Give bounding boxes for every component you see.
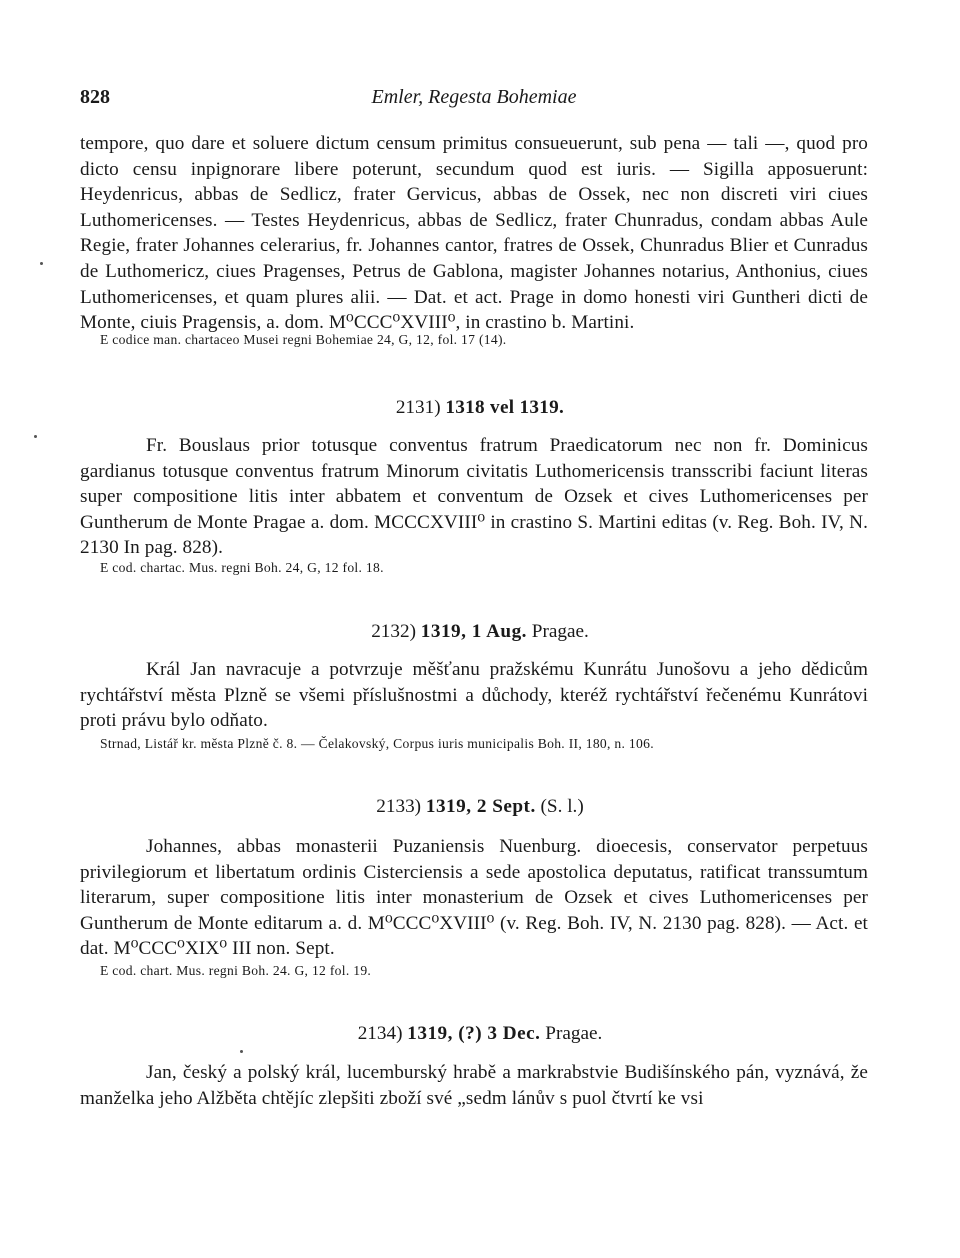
entry-heading <box>0 1022 960 1046</box>
entry-place: Pragae. <box>531 621 589 642</box>
entry-date: 1319, 2 Sept. <box>425 796 536 817</box>
entry-number: 2133) <box>376 796 422 817</box>
entry-text: Král Jan navracuje a potvrzuje měšťanu pražskému Kunrátu Junošovu a jeho dědicům rychtářství města Plzně se všemi příslušnostmi a důchody, kteréž rychtářství řečenému Kunrátovi proti právu bylo odňato. <box>80 659 868 732</box>
continuation-text: tempore, quo dare et soluere dictum censum primitus consueuerunt, sub pena — tali —, quod pro dicto censu inpignorare libere poterunt, secundum quod est iuris. — Sigilla apposuerunt: Heydenricus, abbas de Sedlicz, frater Gervicus, abbas de Ossek, nec non discreti viri ciues Luthomericenses. — Testes Heydenricus, abbas de Sedlicz, frater Chunradus, condam abbas Aule Regie, frater Johannes celerarius, fr. Johannes cantor, fratres de Ossek, Chunradus Blier et Cunradus de Luthomericz, ciues Pragenses, Petrus de Gablona, magister Johannes notarius, Anthonius, ciues Luthomericenses, et quam plures alii. — Dat. et act. Prage in domo honesti viri Guntheri dicti de Monte, ciuis Pragensis, a. dom. M⁰CCC⁰XVIII⁰, in crastino b. Martini. <box>80 133 868 334</box>
entry-text: Johannes, abbas monasterii Puzaniensis Nuenburg. dioecesis, conservator perpetuus privilegiorum et libertatum ordinis Cisterciensis a sede apostolica deputatus, ratificat transsumtum literarum, super compositione litis inter monasterium de Ozsek et cives Luthomericenses per Guntherum de Monte editarum a. d. M⁰CCC⁰XVIII⁰ (v. Reg. Boh. IV, N. 2130 pag. 828). — Act. et dat. M⁰CCC⁰XIX⁰ III non. Sept. <box>80 836 868 960</box>
entry-source: Strnad, Listář kr. města Plzně č. 8. — Čelakovský, Corpus iuris municipalis Boh. II, 180, n. 106. <box>100 736 654 751</box>
entry-date: 1319, 1 Aug. <box>420 621 527 642</box>
running-title: Emler, Regesta Bohemiae <box>371 86 577 108</box>
margin-speck <box>40 262 43 265</box>
entry-text: Fr. Bouslaus prior totusque conventus fratrum Praedicatorum nec non fr. Dominicus gardianus totusque conventus fratrum Minorum civitatis Luthomericensis transscribi faciunt literas super compositione litis inter abbatem et conventum de Ozsek et cives Luthomericenses per Guntherum de Monte Pragae a. dom. MCCCXVIII⁰ in crastino S. Martini editas (v. Reg. Boh. IV, N. 2130 In pag. 828). <box>80 435 868 559</box>
entry-date: 1319, (?) 3 Dec. <box>407 1023 541 1044</box>
entry-heading <box>0 396 960 420</box>
margin-speck <box>240 1050 243 1053</box>
entry-date: 1318 vel 1319. <box>445 397 565 418</box>
entry-heading <box>0 620 960 644</box>
entry-number: 2134) <box>357 1023 403 1044</box>
entry-source: E cod. chart. Mus. regni Boh. 24. G, 12 fol. 19. <box>100 963 372 978</box>
entry-heading <box>0 795 960 819</box>
page-header <box>80 86 868 114</box>
entry-place: Pragae. <box>545 1023 603 1044</box>
entry-text: Jan, český a polský král, lucemburský hrabě a markrabstvie Budišínského pán, vyznává, že manželka jeho Alžběta chtějíc zlepšiti zboží své „sedm lánův s puol čtvrtí ke vsi <box>80 1062 868 1109</box>
entry-source: E cod. chartac. Mus. regni Boh. 24, G, 12 fol. 18. <box>100 560 384 575</box>
margin-speck <box>34 435 37 438</box>
page-number: 828 <box>80 86 110 108</box>
entry-place: (S. l.) <box>540 796 584 817</box>
entry-number: 2132) <box>371 621 416 642</box>
entry-number: 2131) <box>395 397 441 418</box>
continuation-source: E codice man. chartaceo Musei regni Bohemiae 24, G, 12, fol. 17 (14). <box>100 332 507 347</box>
